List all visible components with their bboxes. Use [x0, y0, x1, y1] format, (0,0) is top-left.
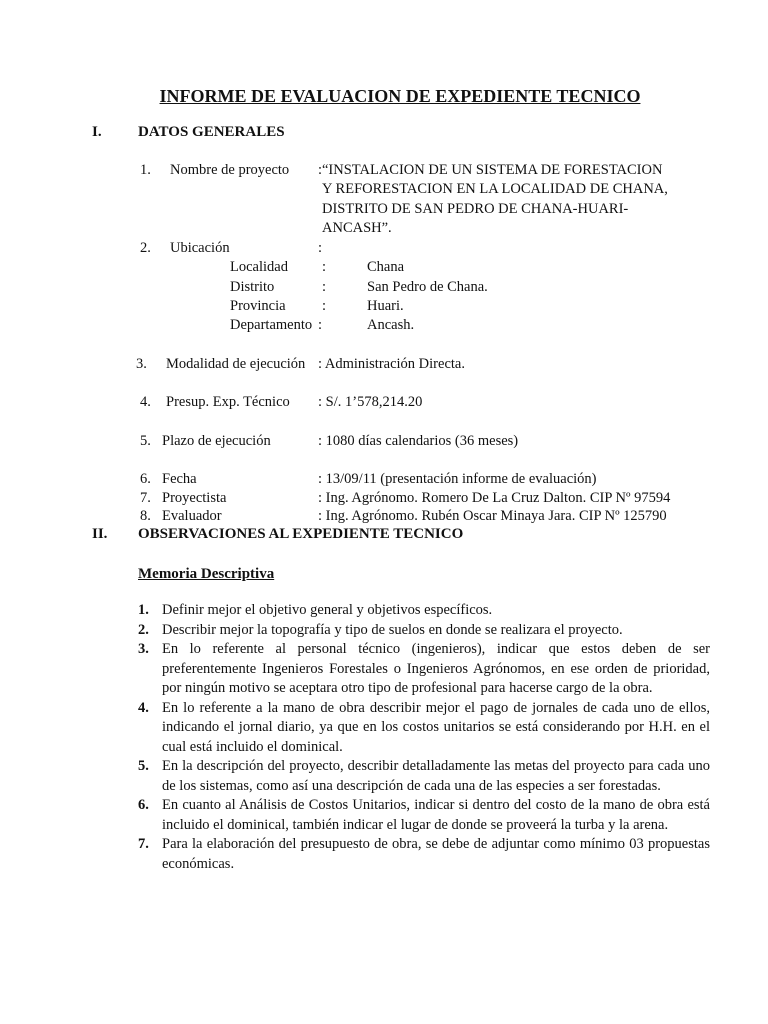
field-1-label: Nombre de proyecto: [170, 162, 290, 178]
ubicacion-label-departamento: Departamento: [230, 317, 313, 333]
section-2-number: II.: [92, 526, 108, 542]
list-item-text: Describir mejor la topografía y tipo de suelos en donde se realizara el proyecto.: [162, 621, 623, 638]
field-7-value: : Ing. Agrónomo. Romero De La Cruz Dalton. CIP Nº 97594: [318, 490, 671, 506]
ubicacion-separator: :: [322, 298, 327, 314]
observations-list: [138, 601, 710, 874]
field-7-label: Proyectista: [162, 490, 227, 506]
list-item-number: 3.: [138, 641, 149, 657]
project-name-line-3: DISTRITO DE SAN PEDRO DE CHANA-HUARI-: [322, 201, 629, 217]
list-item: [138, 796, 710, 835]
field-6-number: 6.: [140, 471, 151, 487]
list-item-number: 6.: [138, 797, 149, 813]
ubicacion-separator: :: [318, 317, 323, 333]
field-2-separator: :: [318, 240, 323, 256]
project-name-line-2: Y REFORESTACION EN LA LOCALIDAD DE CHANA,: [322, 181, 668, 197]
ubicacion-value-distrito: San Pedro de Chana.: [367, 279, 488, 295]
list-item: [138, 621, 710, 641]
field-1-separator: :: [318, 162, 323, 178]
section-2-title: OBSERVACIONES AL EXPEDIENTE TECNICO: [138, 526, 464, 542]
list-item-text: En lo referente a la mano de obra describir mejor el pago de jornales de cada uno de ellos, indicando el jornal diario, ya que en los costos unitarios se está considerando por H.H. en el cual está incluido el dominical.: [162, 699, 710, 755]
field-6-label: Fecha: [162, 471, 197, 487]
field-1-number: 1.: [140, 162, 151, 178]
list-item: [138, 835, 710, 874]
list-item-number: 4.: [138, 699, 149, 716]
section-1-title: DATOS GENERALES: [138, 124, 285, 140]
field-5-value: : 1080 días calendarios (36 meses): [318, 433, 519, 449]
field-5-number: 5.: [140, 433, 151, 449]
list-item: [138, 640, 710, 699]
ubicacion-label-distrito: Distrito: [230, 279, 275, 295]
ubicacion-label-provincia: Provincia: [230, 298, 286, 314]
list-item: [138, 699, 710, 758]
project-name-line-4: ANCASH”.: [322, 220, 392, 236]
project-name-line-1: “INSTALACION DE UN SISTEMA DE FORESTACION: [322, 162, 663, 178]
field-4-number: 4.: [140, 394, 151, 410]
list-item-number: 7.: [138, 836, 149, 852]
list-item-text: En cuanto al Análisis de Costos Unitarios, indicar si dentro del costo de la mano de obra está incluido el dominical, también indicar el lugar de donde se proveerá la turba y la arena.: [162, 797, 710, 833]
field-6-value: : 13/09/11 (presentación informe de evaluación): [318, 471, 597, 487]
field-4-value: : S/. 1’578,214.20: [318, 394, 423, 410]
ubicacion-label-localidad: Localidad: [230, 259, 288, 275]
field-3-number: 3.: [136, 356, 147, 372]
subsection-title: Memoria Descriptiva: [138, 566, 275, 582]
ubicacion-value-provincia: Huari.: [367, 298, 404, 314]
field-2-number: 2.: [140, 240, 151, 256]
list-item-number: 1.: [138, 602, 149, 618]
ubicacion-value-localidad: Chana: [367, 259, 405, 275]
document-title: INFORME DE EVALUACION DE EXPEDIENTE TECNICO: [159, 86, 641, 106]
field-2-label: Ubicación: [170, 240, 230, 256]
list-item-text: Para la elaboración del presupuesto de obra, se debe de adjuntar como mínimo 03 propuestas económicas.: [162, 836, 710, 872]
list-item-text: Definir mejor el objetivo general y objetivos específicos.: [162, 602, 493, 618]
list-item-text: En la descripción del proyecto, describir detalladamente las metas del proyecto para cada uno de los sistemas, como así una descripción de cada una de las especies a ser forestadas.: [162, 758, 710, 794]
field-5-label: Plazo de ejecución: [162, 433, 271, 449]
field-8-value: : Ing. Agrónomo. Rubén Oscar Minaya Jara. CIP Nº 125790: [318, 508, 667, 524]
list-item-number: 2.: [138, 621, 149, 638]
ubicacion-separator: :: [322, 259, 327, 275]
field-3-value: : Administración Directa.: [318, 356, 465, 372]
list-item: [138, 757, 710, 796]
list-item: [138, 601, 710, 621]
ubicacion-value-departamento: Ancash.: [367, 317, 415, 333]
field-4-label: Presup. Exp. Técnico: [166, 394, 290, 410]
field-8-number: 8.: [140, 508, 151, 524]
field-7-number: 7.: [140, 490, 151, 506]
ubicacion-separator: :: [322, 279, 327, 295]
section-1-number: I.: [92, 124, 102, 140]
list-item-number: 5.: [138, 758, 149, 774]
list-item-text: En lo referente al personal técnico (ingenieros), indicar que estos deben de ser preferentemente Ingenieros Forestales o Ingenieros Agrónomos, en ese orden de prioridad, por ningún motivo se aceptara otro tipo de profesional para hacerse cargo de la obra.: [162, 641, 710, 696]
field-8-label: Evaluador: [162, 508, 222, 524]
field-3-label: Modalidad de ejecución: [166, 356, 306, 372]
